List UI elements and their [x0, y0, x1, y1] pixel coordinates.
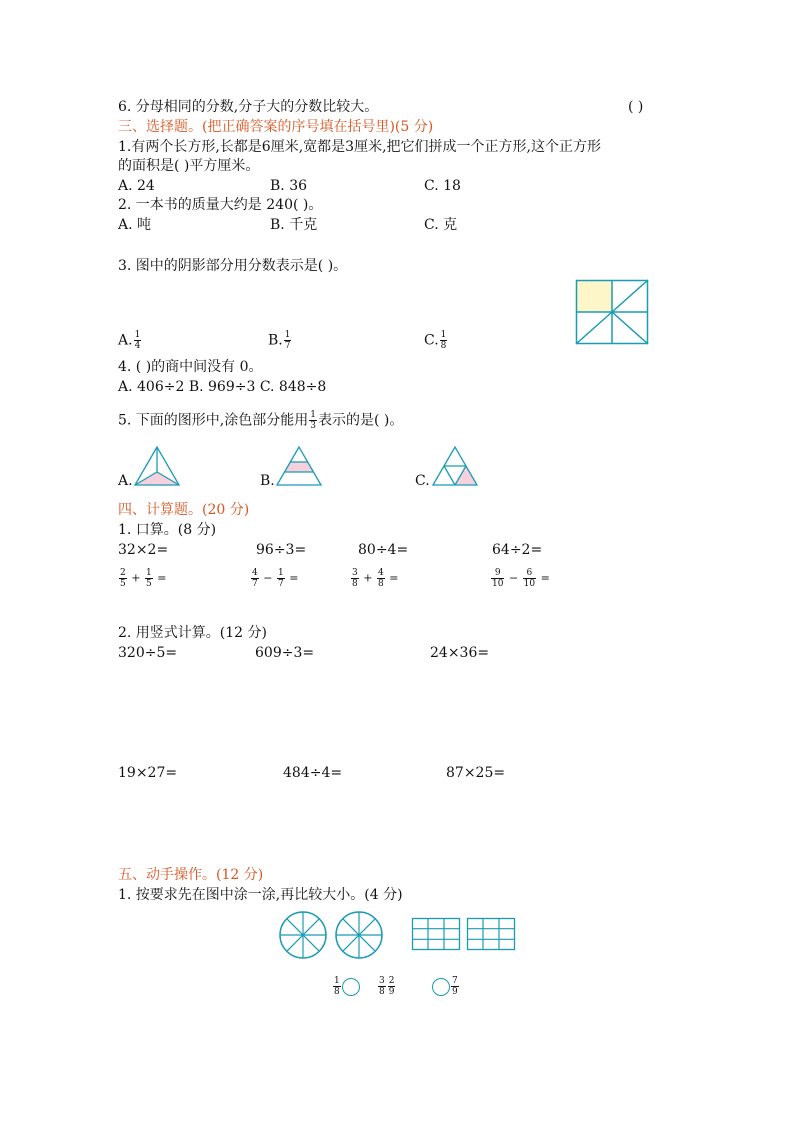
vertical-calc-5: 484÷4=	[283, 765, 343, 781]
s3q5-triangle-a	[134, 446, 180, 486]
s3q3-text: 3. 图中的阴影部分用分数表示是( )。	[118, 258, 348, 274]
s3q3-option-a[interactable]: A. $\frac{1}{4}$	[118, 330, 141, 351]
oral-calc-2: 96÷3=	[256, 542, 307, 558]
s3q5-option-c[interactable]: C.	[415, 473, 430, 489]
s3q2-option-c[interactable]: C. 克	[424, 217, 458, 233]
s3q2-option-b[interactable]: B. 千克	[270, 217, 318, 233]
s4p1-title: 1. 口算。(8 分)	[118, 522, 217, 538]
circle-eighths-2[interactable]	[335, 911, 383, 959]
grid-ninths-2[interactable]	[467, 918, 515, 950]
oral-frac-2: $\frac{4}{7}$ − $\frac{1}{7}$ =	[252, 568, 299, 589]
compare-circle-3[interactable]	[432, 978, 450, 996]
compare-1: $\frac{1}{8}$	[332, 976, 360, 997]
s3q2-option-a[interactable]: A. 吨	[118, 217, 152, 233]
circle-eighths-1[interactable]	[279, 911, 327, 959]
s3q5-triangle-b	[276, 446, 322, 486]
compare-3: $\frac{7}{9}$	[432, 976, 460, 997]
oral-calc-4: 64÷2=	[492, 542, 543, 558]
section3-title: 三、选择题。(把正确答案的序号填在括号里)(5 分)	[118, 119, 434, 135]
s3q4-options[interactable]: A. 406÷2 B. 969÷3 C. 848÷8	[118, 379, 327, 395]
compare-2: $\frac{3}{8}$ $\frac{2}{9}$	[379, 976, 395, 997]
s3q1-line2: 的面积是( )平方厘米。	[118, 158, 260, 174]
vertical-calc-1: 320÷5=	[118, 645, 178, 661]
grid-ninths-1[interactable]	[412, 918, 460, 950]
oral-frac-4: $\frac{9}{10}$ − $\frac{6}{10}$ =	[492, 568, 550, 589]
q6-answer-bracket[interactable]: ( )	[628, 99, 644, 115]
s3q4-text: 4. ( )的商中间没有 0。	[118, 359, 263, 375]
oral-calc-1: 32×2=	[118, 542, 169, 558]
section4-title: 四、计算题。(20 分)	[118, 502, 250, 518]
section5-title: 五、动手操作。(12 分)	[118, 867, 264, 883]
oral-frac-1: $\frac{2}{5}$ + $\frac{1}{5}$ =	[120, 568, 167, 589]
vertical-calc-6: 87×25=	[446, 765, 506, 781]
oral-calc-3: 80÷4=	[358, 542, 409, 558]
s3q5-text: 5. 下面的图形中,涂色部分能用 $\frac{1}{3}$ 表示的是( )。	[118, 410, 404, 431]
s3q3-option-c[interactable]: C. $\frac{1}{8}$	[424, 330, 447, 351]
s4p2-title: 2. 用竖式计算。(12 分)	[118, 625, 267, 641]
s3q1-option-c[interactable]: C. 18	[424, 178, 461, 194]
s3q3-figure	[576, 280, 648, 344]
vertical-calc-2: 609÷3=	[255, 645, 315, 661]
s5p1-title: 1. 按要求先在图中涂一涂,再比较大小。(4 分)	[118, 887, 403, 903]
compare-circle-1[interactable]	[342, 978, 360, 996]
s3q3-option-b[interactable]: B. $\frac{1}{7}$	[268, 330, 291, 351]
vertical-calc-4: 19×27=	[118, 765, 178, 781]
s3q1-line1: 1.有两个长方形,长都是6厘米,宽都是3厘米,把它们拼成一个正方形,这个正方形	[118, 139, 601, 155]
vertical-calc-3: 24×36=	[430, 645, 490, 661]
q6-text: 6. 分母相同的分数,分子大的分数比较大。	[118, 99, 379, 115]
s3q5-triangle-c	[432, 446, 478, 486]
s3q1-option-b[interactable]: B. 36	[270, 178, 308, 194]
s3q2-text: 2. 一本书的质量大约是 240( )。	[118, 197, 323, 213]
oral-frac-3: $\frac{3}{8}$ + $\frac{4}{8}$ =	[352, 568, 399, 589]
s3q5-option-b[interactable]: B.	[260, 473, 275, 489]
s3q1-option-a[interactable]: A. 24	[118, 178, 155, 194]
s3q5-option-a[interactable]: A.	[118, 473, 133, 489]
